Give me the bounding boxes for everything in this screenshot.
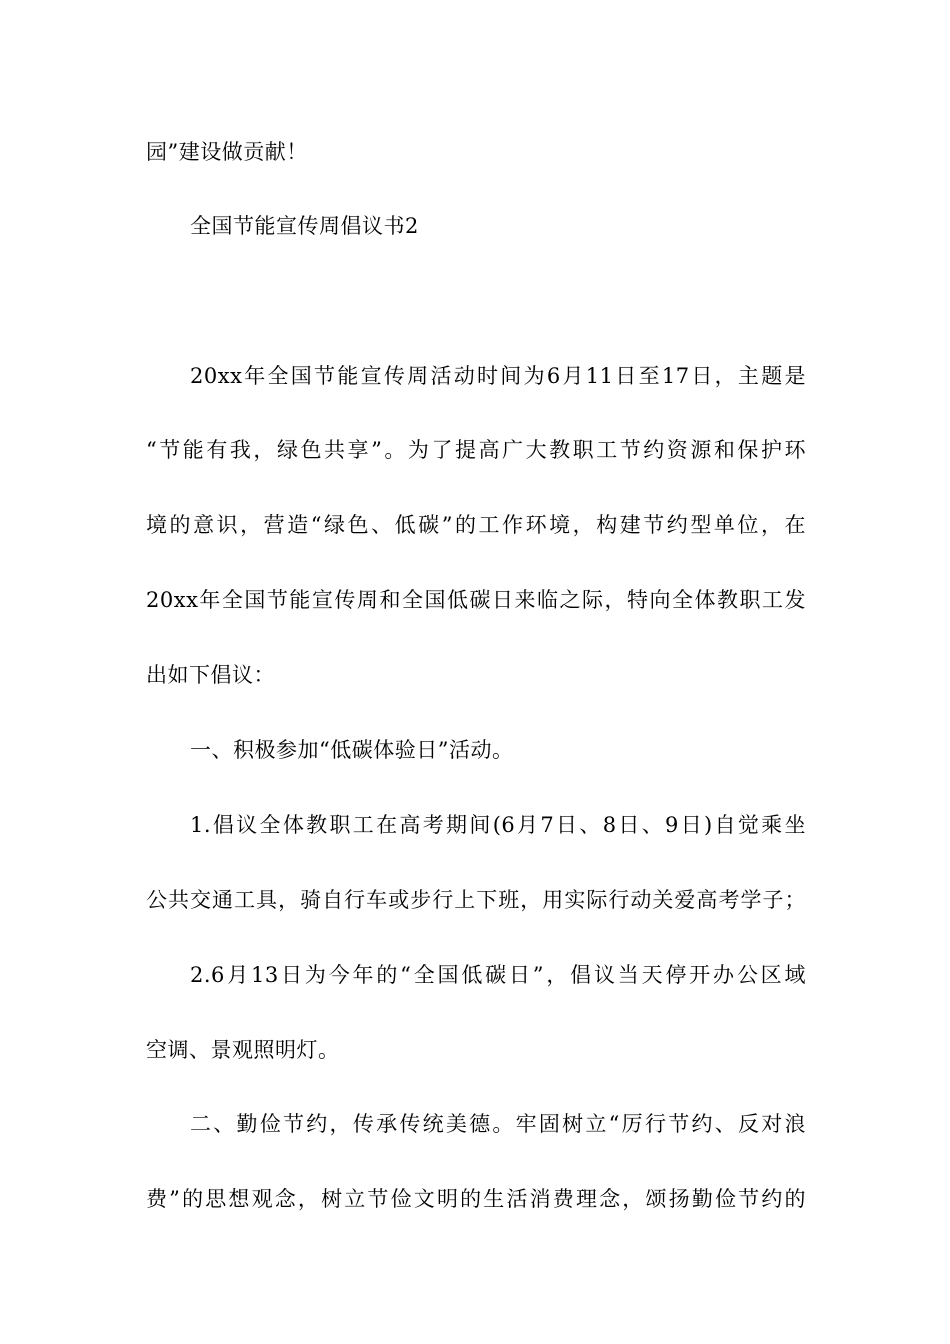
paragraph-line: 2.6月13日为今年的“全国低碳日”，倡议当天停开办公区域 bbox=[190, 963, 806, 987]
paragraph-line: 费”的思想观念，树立节俭文明的生活消费理念，颂扬勤俭节约的 bbox=[146, 1187, 806, 1211]
paragraph-line: 20xx年全国节能宣传周和全国低碳日来临之际，特向全体教职工发 bbox=[146, 588, 806, 612]
paragraph-line: 一、积极参加“低碳体验日”活动。 bbox=[190, 738, 514, 762]
paragraph-line: 境的意识，营造“绿色、低碳”的工作环境，构建节约型单位，在 bbox=[146, 513, 806, 537]
paragraph-line: “节能有我，绿色共享”。为了提高广大教职工节约资源和保护环 bbox=[146, 438, 806, 462]
section-heading: 全国节能宣传周倡议书2 bbox=[190, 214, 419, 238]
paragraph-line: 出如下倡议： bbox=[146, 663, 275, 687]
paragraph-line: 空调、景观照明灯。 bbox=[146, 1038, 340, 1062]
paragraph-line: 二、勤俭节约，传承传统美德。牢固树立“厉行节约、反对浪 bbox=[190, 1112, 806, 1136]
paragraph-line: 1.倡议全体教职工在高考期间(6月7日、8日、9日)自觉乘坐 bbox=[190, 813, 806, 837]
paragraph-line: 公共交通工具，骑自行车或步行上下班，用实际行动关爱高考学子； bbox=[146, 888, 806, 912]
paragraph-line: 20xx年全国节能宣传周活动时间为6月11日至17日，主题是 bbox=[190, 364, 806, 388]
paragraph-line: 园”建设做贡献！ bbox=[146, 140, 308, 164]
